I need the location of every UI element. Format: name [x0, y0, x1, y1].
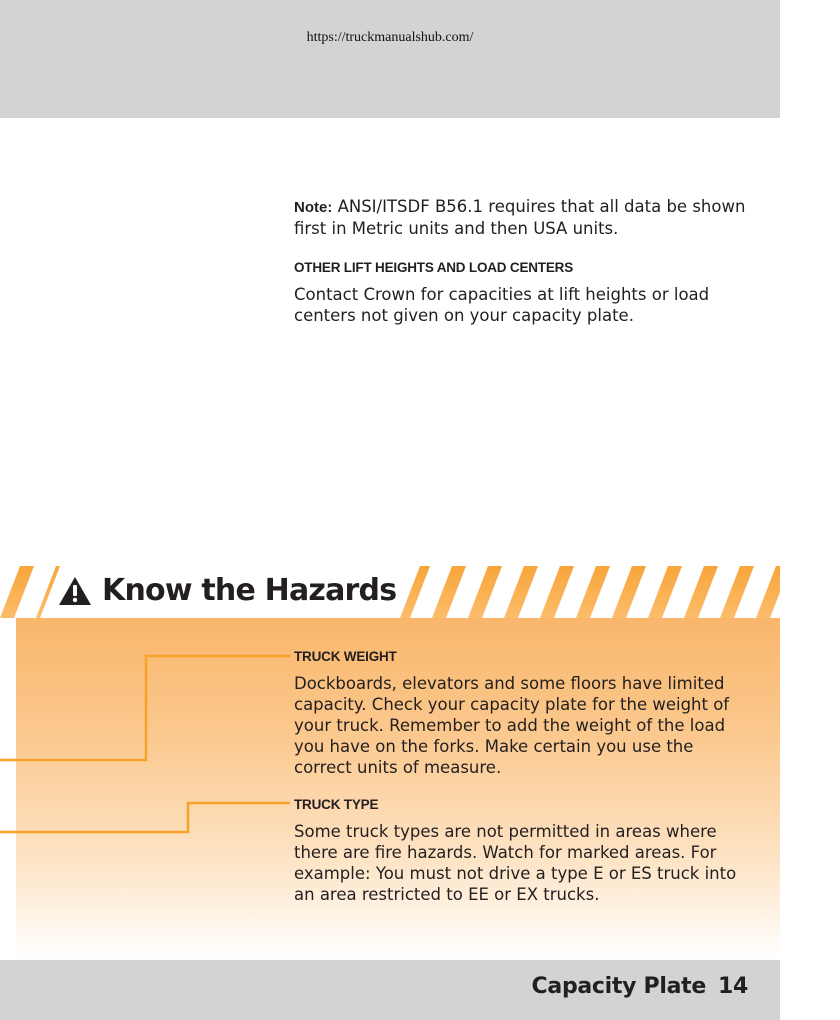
truck-weight-text: Dockboards, elevators and some floors have limited capacity. Check your capacity plate for the weight of your truck. Remember to add the weight of the load you have on the forks. Make certain you use the correct units of measure.: [294, 674, 730, 777]
warning-triangle-icon: [58, 576, 92, 606]
footer-section-title: Capacity Plate: [531, 974, 706, 999]
callout-leader-lines: [0, 640, 300, 840]
truck-type-section: [294, 794, 754, 905]
header-bar: [0, 0, 780, 118]
footer-bar: [0, 960, 780, 1020]
other-lift-section: [294, 257, 764, 326]
truck-type-text: Some truck types are not permitted in areas where there are fire hazards. Watch for marked areas. For example: You must not drive a type E or ES truck into an area restricted to EE or EX trucks.: [294, 822, 737, 904]
hazards-title: Know the Hazards: [102, 573, 397, 608]
note-paragraph: [294, 196, 764, 239]
footer-label: [532, 974, 748, 999]
page-number: 14: [717, 974, 748, 999]
other-lift-heading: OTHER LIFT HEIGHTS AND LOAD CENTERS: [294, 260, 573, 275]
truck-weight-section: [294, 646, 754, 778]
other-lift-text: Contact Crown for capacities at lift heights or load centers not given on your capacity plate.: [294, 285, 710, 325]
note-label: Note:: [294, 199, 333, 216]
truck-type-heading: TRUCK TYPE: [294, 797, 379, 812]
note-text: ANSI/ITSDF B56.1 requires that all data be shown first in Metric units and then USA units.: [294, 197, 746, 238]
source-url[interactable]: https://truckmanualshub.com/: [306, 30, 474, 45]
capacity-notes: [294, 196, 764, 326]
truck-weight-heading: TRUCK WEIGHT: [294, 649, 397, 664]
